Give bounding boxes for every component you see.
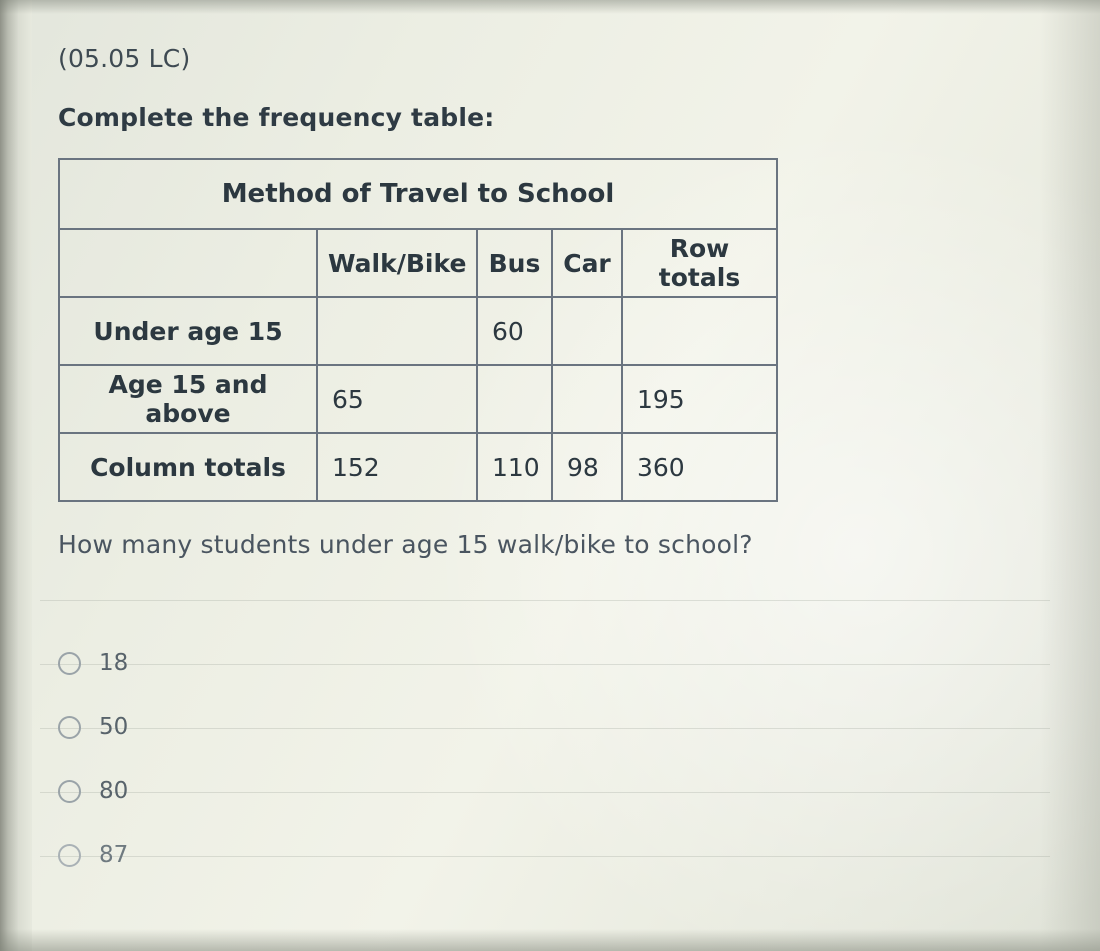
- answer-choices: [58, 631, 1018, 887]
- table-title-row: [59, 159, 777, 229]
- question-content: [58, 44, 1018, 887]
- cell-above15-walkbike: 65: [317, 365, 477, 433]
- header-walk-bike: Walk/Bike: [317, 229, 477, 297]
- cell-above15-car: [552, 365, 622, 433]
- page-right-shadow: [1040, 0, 1100, 951]
- header-car: Car: [552, 229, 622, 297]
- cell-under15-car: [552, 297, 622, 365]
- row-label-column-totals: Column totals: [59, 433, 317, 501]
- choice-option-87[interactable]: [58, 823, 1018, 887]
- cell-coltotal-walkbike: 152: [317, 433, 477, 501]
- page-left-margin: [18, 0, 32, 951]
- row-label-15-and-above: Age 15 and above: [59, 365, 317, 433]
- question-instruction: Complete the frequency table:: [58, 103, 495, 132]
- page-bottom-shadow: [0, 929, 1100, 951]
- page-top-shadow: [0, 0, 1100, 14]
- choice-label: 87: [99, 842, 129, 868]
- cell-under15-walkbike: [317, 297, 477, 365]
- choice-label: 80: [99, 778, 129, 804]
- cell-under15-bus: 60: [477, 297, 552, 365]
- choice-label: 50: [99, 714, 129, 740]
- table-row: [59, 433, 777, 501]
- table-row: [59, 365, 777, 433]
- choice-option-50[interactable]: [58, 695, 1018, 759]
- radio-button-icon[interactable]: [58, 844, 81, 867]
- table-title: Method of Travel to School: [59, 159, 777, 229]
- header-bus: Bus: [477, 229, 552, 297]
- row-label-under-15: Under age 15: [59, 297, 317, 365]
- page-left-edge: [0, 0, 18, 951]
- header-row-totals: Row totals: [622, 229, 777, 297]
- question-prompt: How many students under age 15 walk/bike to school?: [58, 530, 753, 559]
- choice-option-80[interactable]: [58, 759, 1018, 823]
- radio-button-icon[interactable]: [58, 652, 81, 675]
- header-blank: [59, 229, 317, 297]
- cell-above15-rowtotal: 195: [622, 365, 777, 433]
- table-row: [59, 297, 777, 365]
- question-code: (05.05 LC): [58, 44, 191, 73]
- table-header-row: [59, 229, 777, 297]
- cell-coltotal-rowtotal: 360: [622, 433, 777, 501]
- radio-button-icon[interactable]: [58, 780, 81, 803]
- choice-option-18[interactable]: [58, 631, 1018, 695]
- cell-coltotal-car: 98: [552, 433, 622, 501]
- cell-under15-rowtotal: [622, 297, 777, 365]
- frequency-table: [58, 158, 778, 502]
- choice-label: 18: [99, 650, 129, 676]
- cell-coltotal-bus: 110: [477, 433, 552, 501]
- radio-button-icon[interactable]: [58, 716, 81, 739]
- cell-above15-bus: [477, 365, 552, 433]
